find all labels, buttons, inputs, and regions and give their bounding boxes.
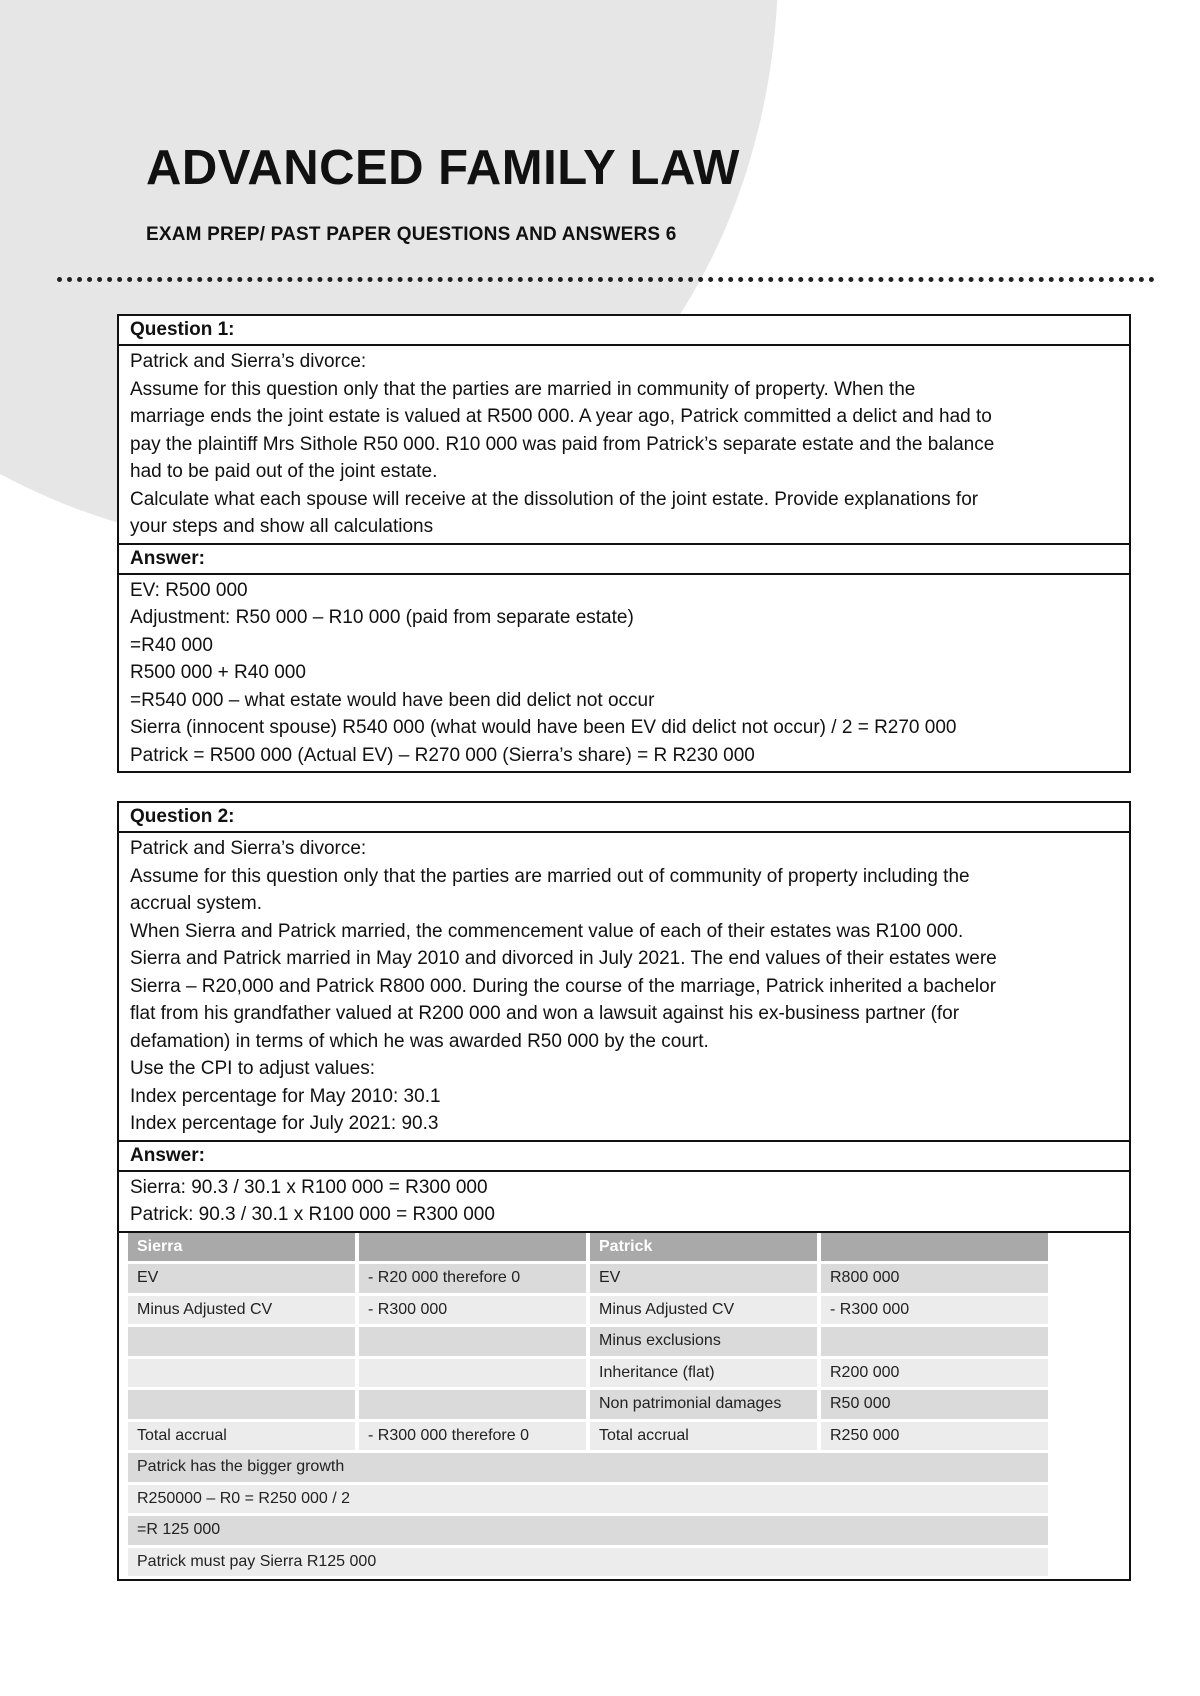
text-line: =R40 000 — [130, 634, 213, 656]
table-cell — [128, 1390, 359, 1422]
table-note: =R 125 000 — [128, 1516, 1052, 1548]
text-line: Sierra – R20,000 and Patrick R800 000. During the course of the marriage, Patrick inherited a bachelor — [130, 975, 997, 997]
text-line: Sierra: 90.3 / 30.1 x R100 000 = R300 000 — [130, 1176, 488, 1198]
table-cell: - R300 000 therefore 0 — [359, 1422, 590, 1454]
table-row — [128, 1453, 1052, 1485]
text-line: had to be paid out of the joint estate. — [130, 461, 438, 482]
table-row — [128, 1264, 1052, 1296]
table-cell: Total accrual — [128, 1422, 359, 1454]
table-cell — [128, 1327, 359, 1359]
text-line: Adjustment: R50 000 – R10 000 (paid from separate estate) — [130, 607, 634, 628]
question-2-label: Question 2: — [119, 803, 1129, 833]
table-cell: Minus Adjusted CV — [590, 1296, 821, 1328]
document-title: ADVANCED FAMILY LAW — [146, 141, 740, 195]
table-header-row — [128, 1233, 1052, 1265]
question-1-label: Question 1: — [119, 316, 1129, 346]
text-line: Patrick = R500 000 (Actual EV) – R270 000 (Sierra’s share) = R R230 000 — [130, 744, 755, 766]
answer-2-text — [119, 1172, 1129, 1231]
table-cell: Total accrual — [590, 1422, 821, 1454]
table-cell: EV — [590, 1264, 821, 1296]
table-cell: R250 000 — [821, 1422, 1052, 1454]
table-cell: - R300 000 — [821, 1296, 1052, 1328]
text-line: accrual system. — [130, 893, 262, 914]
question-2-text — [119, 833, 1129, 1140]
text-line: Index percentage for July 2021: 90.3 — [130, 1113, 439, 1134]
text-line: Sierra (innocent spouse) R540 000 (what would have been EV did delict not occur) / 2 = R270 000 — [130, 717, 957, 738]
table-cell: EV — [128, 1264, 359, 1296]
text-line: pay the plaintiff Mrs Sithole R50 000. R10 000 was paid from Patrick’s separate estate and the balance — [130, 433, 995, 455]
table-cell — [359, 1390, 590, 1422]
table-note: Patrick has the bigger growth — [128, 1453, 1052, 1485]
table-cell — [359, 1327, 590, 1359]
text-line: Patrick and Sierra’s divorce: — [130, 351, 367, 372]
table-note: Patrick must pay Sierra R125 000 — [128, 1548, 1052, 1580]
answer-1-label: Answer: — [119, 543, 1129, 575]
text-line: R500 000 + R40 000 — [130, 662, 306, 683]
question-1-box — [117, 314, 1131, 773]
text-line: Assume for this question only that the parties are married out of community of property including the — [130, 865, 970, 887]
table-cell: Minus Adjusted CV — [128, 1296, 359, 1328]
text-line: When Sierra and Patrick married, the commencement value of each of their estates was R100 000. — [130, 920, 964, 942]
text-line: Use the CPI to adjust values: — [130, 1058, 376, 1079]
text-line: Calculate what each spouse will receive at the dissolution of the joint estate. Provide explanations for — [130, 488, 979, 510]
table-row — [128, 1296, 1052, 1328]
table-cell: R800 000 — [821, 1264, 1052, 1296]
text-line: flat from his grandfather valued at R200 000 and won a lawsuit against his ex-business partner (for — [130, 1003, 960, 1024]
dotted-divider — [57, 277, 1155, 282]
text-line: your steps and show all calculations — [130, 516, 434, 537]
text-line: EV: R500 000 — [130, 579, 248, 601]
table-cell: - R20 000 therefore 0 — [359, 1264, 590, 1296]
question-2-box — [117, 801, 1131, 1581]
answer-2-label: Answer: — [119, 1140, 1129, 1172]
text-line: Assume for this question only that the parties are married in community of property. When the — [130, 378, 916, 400]
table-cell: - R300 000 — [359, 1296, 590, 1328]
table-cell: R50 000 — [821, 1390, 1052, 1422]
text-line: Patrick: 90.3 / 30.1 x R100 000 = R300 000 — [130, 1204, 495, 1225]
table-cell — [128, 1359, 359, 1391]
text-line: Sierra and Patrick married in May 2010 and divorced in July 2021. The end values of their estates were — [130, 948, 997, 969]
table-cell: Inheritance (flat) — [590, 1359, 821, 1391]
text-line: =R540 000 – what estate would have been did delict not occur — [130, 689, 655, 711]
accrual-table — [128, 1233, 1052, 1580]
table-header-cell: Patrick — [590, 1233, 821, 1265]
table-note: R250000 – R0 = R250 000 / 2 — [128, 1485, 1052, 1517]
text-line: marriage ends the joint estate is valued at R500 000. A year ago, Patrick committed a delict and had to — [130, 406, 992, 427]
table-row — [128, 1516, 1052, 1548]
answer-1-text — [119, 575, 1129, 772]
text-line: Index percentage for May 2010: 30.1 — [130, 1085, 441, 1107]
table-cell: R200 000 — [821, 1359, 1052, 1391]
table-row — [128, 1548, 1052, 1580]
table-row — [128, 1422, 1052, 1454]
table-header-cell: Sierra — [128, 1233, 359, 1265]
question-1-text — [119, 346, 1129, 543]
table-header-cell — [821, 1233, 1052, 1265]
table-header-cell — [359, 1233, 590, 1265]
table-cell: Minus exclusions — [590, 1327, 821, 1359]
table-cell — [359, 1359, 590, 1391]
table-row — [128, 1359, 1052, 1391]
table-cell: Non patrimonial damages — [590, 1390, 821, 1422]
text-line: defamation) in terms of which he was awarded R50 000 by the court. — [130, 1030, 709, 1052]
table-row — [128, 1327, 1052, 1359]
table-row — [128, 1390, 1052, 1422]
table-row — [128, 1485, 1052, 1517]
table-cell — [821, 1327, 1052, 1359]
document-subtitle: EXAM PREP/ PAST PAPER QUESTIONS AND ANSWERS 6 — [146, 224, 677, 245]
text-line: Patrick and Sierra’s divorce: — [130, 838, 367, 859]
